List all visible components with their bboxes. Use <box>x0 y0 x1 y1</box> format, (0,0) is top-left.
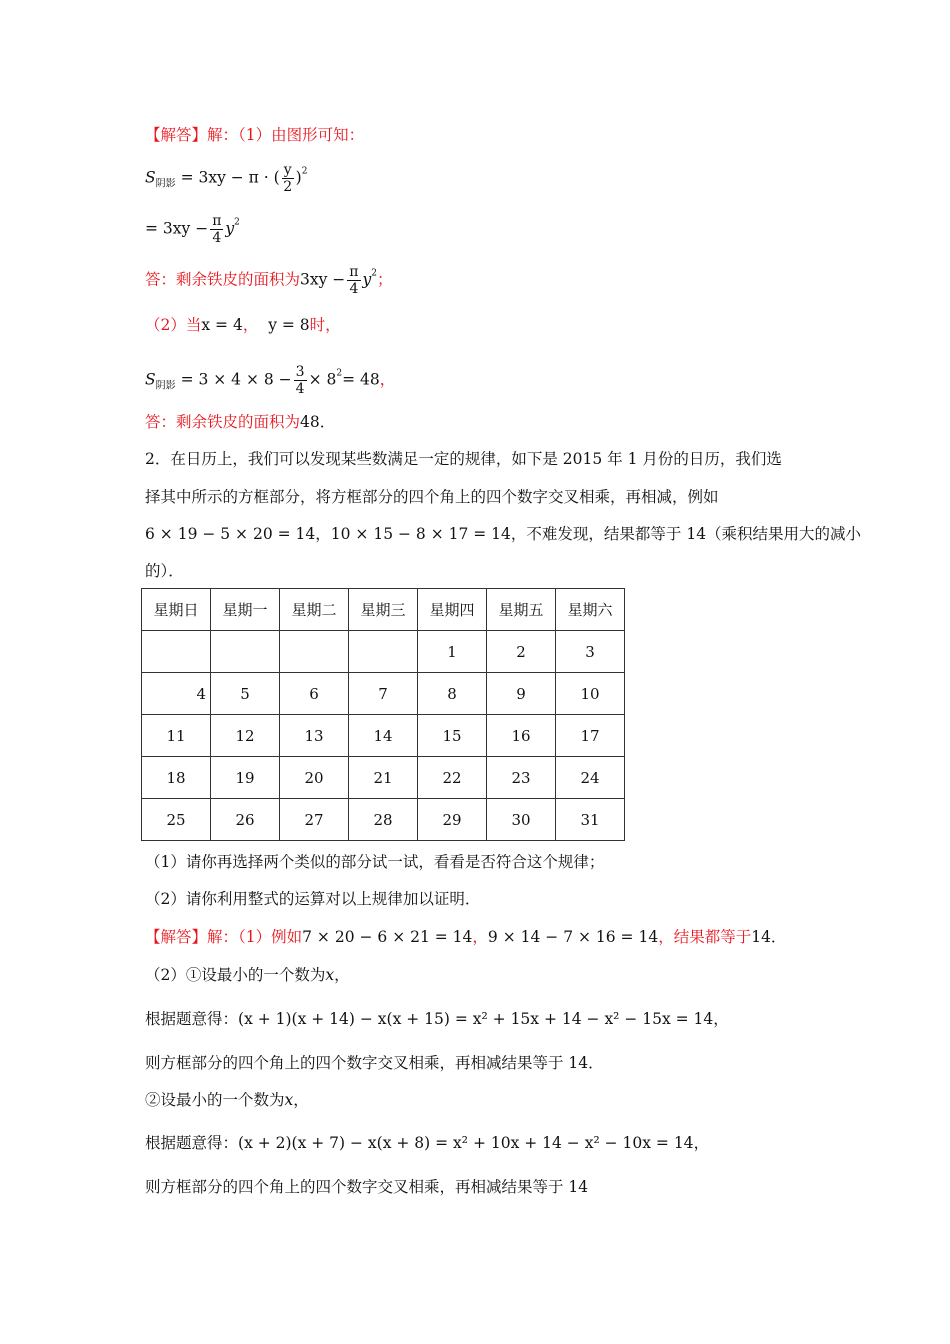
calendar-cell: 8 <box>418 673 487 715</box>
answer-1: 答：剩余铁皮的面积为3xy − $\frac{\pi}{4}$ $y^2$； <box>145 264 393 297</box>
calendar-header-cell: 星期六 <box>556 589 625 631</box>
answer-2: 答：剩余铁皮的面积为48． <box>145 413 336 431</box>
calendar-cell: 25 <box>142 799 211 841</box>
solution2-conclusion-1: 则方框部分的四个角上的四个数字交叉相乘，再相减结果等于 14． <box>145 1054 604 1072</box>
calendar-header-cell: 星期日 <box>142 589 211 631</box>
calendar-cell: 29 <box>418 799 487 841</box>
calendar-cell: 28 <box>349 799 418 841</box>
calendar-row <box>142 799 625 841</box>
solution2-conclusion-2: 则方框部分的四个角上的四个数字交叉相乘，再相减结果等于 14 <box>145 1178 589 1196</box>
calendar-cell: 31 <box>556 799 625 841</box>
solution2-derivation-2: 根据题意得：(x + 2)(x + 7) − x(x + 8) = x² + 10x + 14 − x² − 10x = 14， <box>145 1134 710 1152</box>
calendar-cell: 5 <box>211 673 280 715</box>
calendar-cell: 10 <box>556 673 625 715</box>
calendar-cell <box>280 631 349 673</box>
question-1: （1）请你再选择两个类似的部分试一试，看看是否符合这个规律； <box>145 853 605 871</box>
equation-area-1: $S_{阴影} = 3xy - \pi$ · ( $\frac{y}{2}$ )$^2$ <box>145 162 308 195</box>
calendar-header-row <box>142 589 625 631</box>
calendar-cell: 7 <box>349 673 418 715</box>
calendar-cell: 2 <box>487 631 556 673</box>
calendar-cell: 20 <box>280 757 349 799</box>
calendar-header-cell: 星期五 <box>487 589 556 631</box>
answer-tag: 【解答】 <box>145 928 208 946</box>
calendar-cell: 22 <box>418 757 487 799</box>
calendar-cell: 6 <box>280 673 349 715</box>
question-2: （2）请你利用整式的运算对以上规律加以证明． <box>145 890 481 908</box>
calendar-cell: 19 <box>211 757 280 799</box>
problem2-line4: 的）． <box>145 562 184 580</box>
fraction-3-over-4: $\frac{3}{4}$ <box>295 364 305 397</box>
calendar-header-cell: 星期二 <box>280 589 349 631</box>
part2-condition: （2）当x = 4， y = 8时， <box>145 316 341 334</box>
calendar-header-cell: 星期一 <box>211 589 280 631</box>
calendar-header-cell: 星期三 <box>349 589 418 631</box>
fraction-y-over-2: $\frac{y}{2}$ <box>283 162 293 195</box>
fraction-pi-over-4: $\frac{\pi}{4}$ <box>212 213 222 246</box>
calendar-cell: 23 <box>487 757 556 799</box>
calendar-cell: 14 <box>349 715 418 757</box>
problem2-line3: 6 × 19 − 5 × 20 = 14，10 × 15 − 8 × 17 = 14，不难发现，结果都等于 14（乘积结果用大的减小 <box>145 525 862 543</box>
calendar-cell <box>349 631 418 673</box>
calendar-cell: 13 <box>280 715 349 757</box>
calendar-cell: 3 <box>556 631 625 673</box>
solution2-part2-2: ②设最小的一个数为x， <box>145 1091 309 1109</box>
calendar-cell: 12 <box>211 715 280 757</box>
calendar-row <box>142 631 625 673</box>
calendar-cell: 15 <box>418 715 487 757</box>
solution2-part2: （2）①设最小的一个数为x， <box>145 966 350 984</box>
problem2-line2: 择其中所示的方框部分，将方框部分的四个角上的四个数字交叉相乘，再相减，例如 <box>145 488 719 506</box>
equation-area-3: $S_{阴影} = 3 \times 4 \times 8$ − $\frac{3}{4}$ × $8^2= 48$， <box>145 364 396 397</box>
calendar-cell: 24 <box>556 757 625 799</box>
equation-area-2: = 3xy − $\frac{\pi}{4}$ $y^2$ <box>145 213 240 246</box>
calendar-cell: 30 <box>487 799 556 841</box>
fraction-pi-over-4-answer: $\frac{\pi}{4}$ <box>349 264 359 297</box>
calendar-cell: 9 <box>487 673 556 715</box>
calendar-cell: 18 <box>142 757 211 799</box>
calendar-cell: 26 <box>211 799 280 841</box>
calendar-cell: 11 <box>142 715 211 757</box>
calendar-row <box>142 673 625 715</box>
calendar-row <box>142 757 625 799</box>
solution2-derivation-1: 根据题意得：(x + 1)(x + 14) − x(x + 15) = x² + 15x + 14 − x² − 15x = 14， <box>145 1010 729 1028</box>
calendar-header-cell: 星期四 <box>418 589 487 631</box>
calendar-cell: 1 <box>418 631 487 673</box>
solution1-intro: 【解答】解：（1）由图形可知： <box>145 126 365 144</box>
solution2-part1: 【解答】解：（1）例如7 × 20 − 6 × 21 = 14，9 × 14 − 7 × 16 = 14，结果都等于14． <box>145 928 787 946</box>
calendar-cell: 21 <box>349 757 418 799</box>
calendar-cell: 16 <box>487 715 556 757</box>
calendar-table <box>141 588 625 841</box>
calendar-cell: 27 <box>280 799 349 841</box>
answer-tag: 【解答】 <box>145 126 208 144</box>
calendar-cell <box>211 631 280 673</box>
problem2-line1: 2．在日历上，我们可以发现某些数满足一定的规律，如下是 2015 年 1 月份的日历，我们选 <box>145 450 782 468</box>
calendar-cell: 17 <box>556 715 625 757</box>
calendar-cell: 4 <box>142 673 211 715</box>
calendar-cell <box>142 631 211 673</box>
calendar-row <box>142 715 625 757</box>
